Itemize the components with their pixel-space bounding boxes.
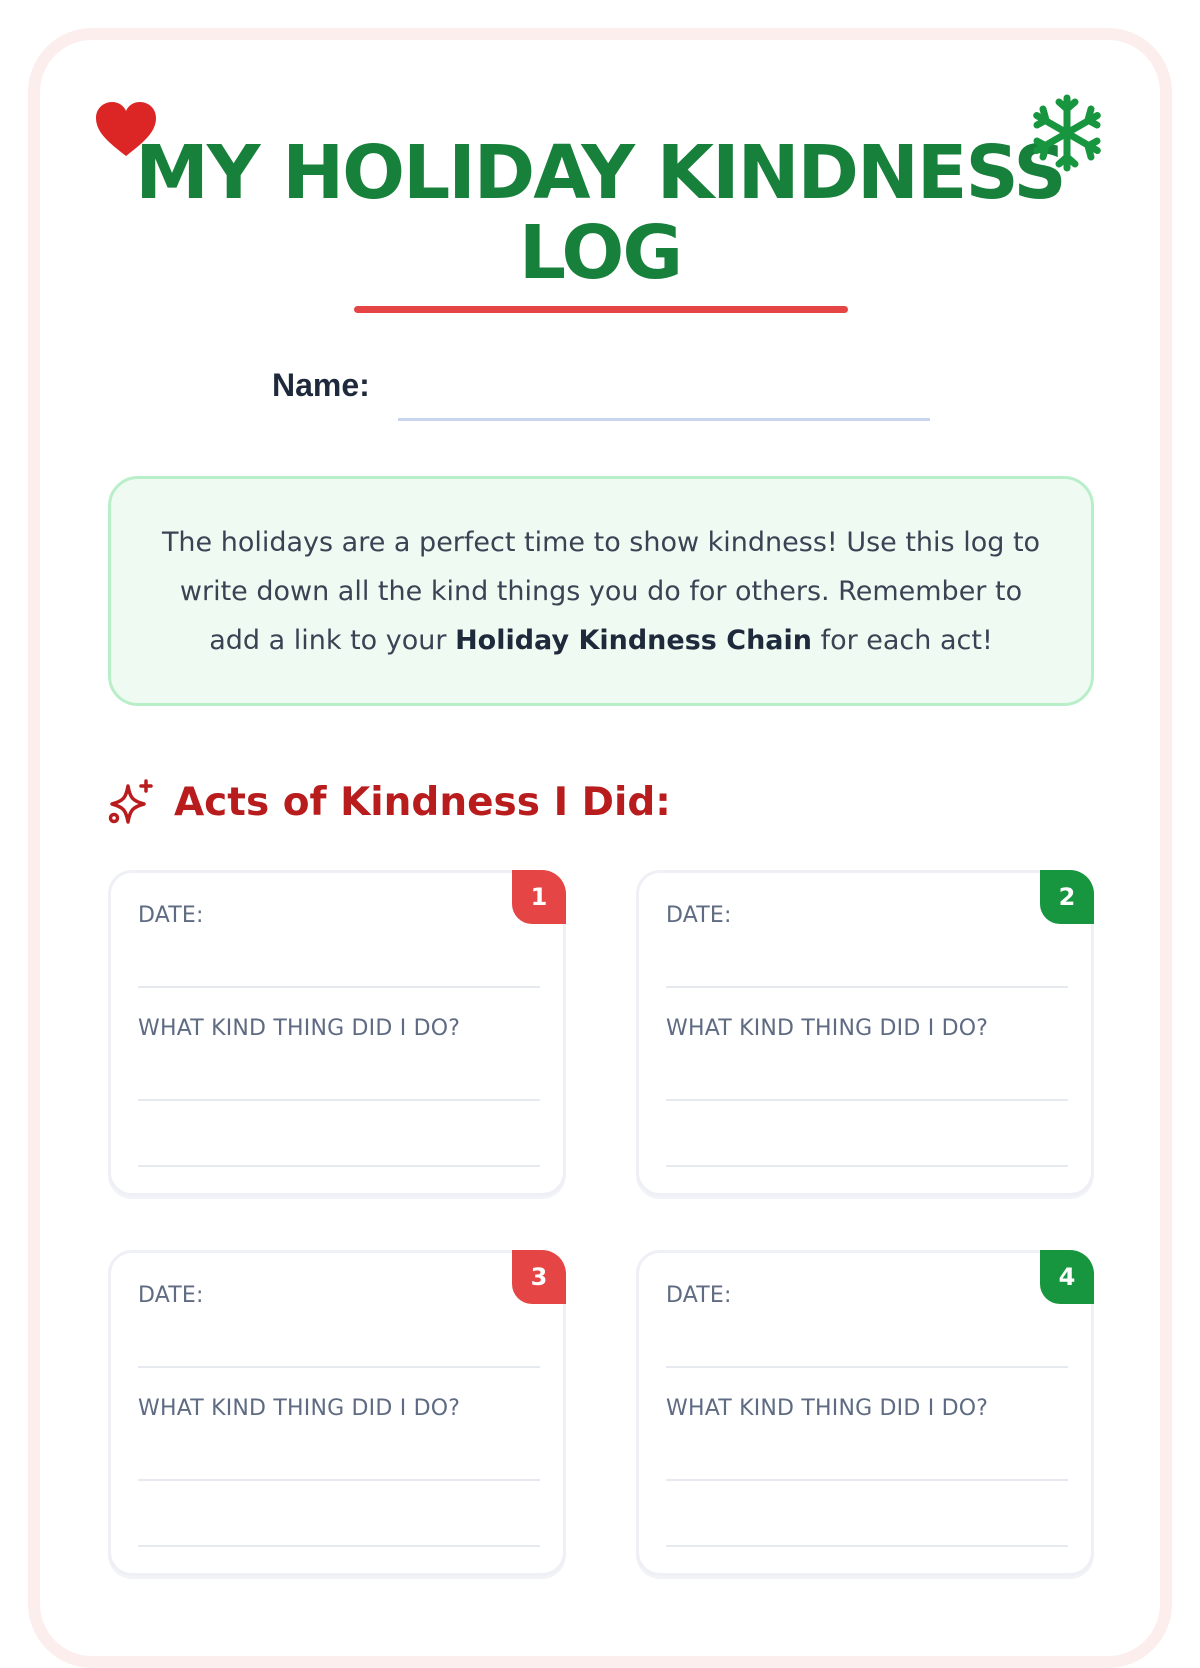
card-number-badge: 3 (512, 1250, 566, 1304)
deed-writing-line[interactable] (138, 1479, 540, 1481)
instructions-text-end: for each act! (811, 624, 993, 656)
deed-writing-line[interactable] (138, 1545, 540, 1547)
deed-label: WHAT KIND THING DID I DO? (666, 1396, 989, 1421)
kindness-card (636, 870, 1094, 1196)
date-label: DATE: (666, 1283, 732, 1308)
date-writing-line[interactable] (666, 986, 1068, 988)
sparkles-icon (106, 778, 154, 826)
card-number-badge: 1 (512, 870, 566, 924)
deed-writing-line[interactable] (666, 1099, 1068, 1101)
deed-writing-line[interactable] (138, 1165, 540, 1167)
name-label: Name: (272, 367, 370, 403)
title-underline (354, 306, 848, 313)
deed-writing-line[interactable] (666, 1479, 1068, 1481)
deed-writing-line[interactable] (138, 1099, 540, 1101)
deed-label: WHAT KIND THING DID I DO? (138, 1396, 461, 1421)
kindness-card (108, 870, 566, 1196)
date-writing-line[interactable] (666, 1366, 1068, 1368)
date-writing-line[interactable] (138, 1366, 540, 1368)
date-label: DATE: (138, 1283, 204, 1308)
instructions-text (151, 518, 1051, 665)
deed-label: WHAT KIND THING DID I DO? (138, 1016, 461, 1041)
name-input[interactable] (398, 372, 930, 421)
page-title-line-2: LOG (518, 210, 682, 296)
card-number-badge: 4 (1040, 1250, 1094, 1304)
date-label: DATE: (666, 903, 732, 928)
kindness-chain-highlight: Holiday Kindness Chain (455, 624, 812, 656)
date-writing-line[interactable] (138, 986, 540, 988)
section-title: Acts of Kindness I Did: (174, 780, 671, 825)
page-title-line-1: MY HOLIDAY KINDNESS (135, 130, 1065, 216)
instructions-box (108, 476, 1094, 706)
deed-label: WHAT KIND THING DID I DO? (666, 1016, 989, 1041)
deed-writing-line[interactable] (666, 1165, 1068, 1167)
kindness-card (636, 1250, 1094, 1576)
snowflake-icon (1028, 94, 1106, 172)
kindness-card (108, 1250, 566, 1576)
instructions-text-start: The holidays are a perfect time to show kindness! Use this log to write down all the kind things you do for others. Remember to add a link to your (161, 526, 1041, 656)
date-label: DATE: (138, 903, 204, 928)
deed-writing-line[interactable] (666, 1545, 1068, 1547)
card-number-badge: 2 (1040, 870, 1094, 924)
